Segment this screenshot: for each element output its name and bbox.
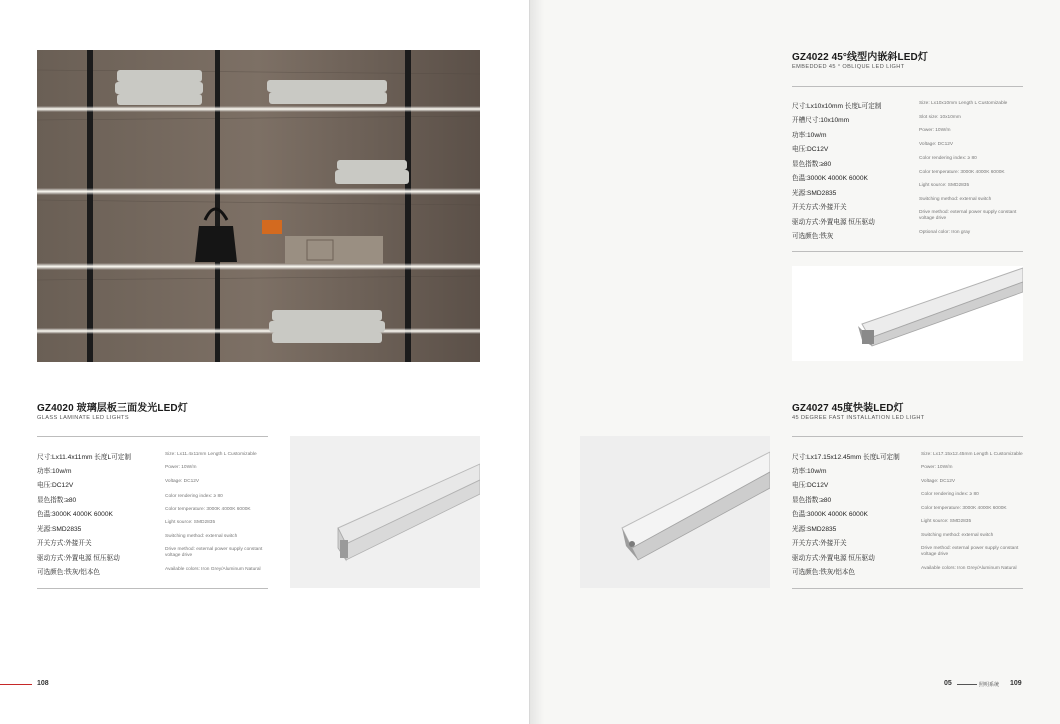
divider-bottom-right (792, 251, 1023, 252)
spec-cct: 色温:3000K 4000K 6000K (37, 511, 113, 518)
spine-shadow (530, 0, 544, 724)
spec-drive-en: Drive method: external power supply constant voltage drive (921, 546, 1019, 557)
profile-image-gz4022 (792, 266, 1023, 361)
spec-color: 可选颜色:铁灰 (792, 233, 834, 240)
spec-source: 光源:SMD2835 (792, 190, 837, 197)
product-title-top: GZ4022 45°线型内嵌斜LED灯 (792, 52, 928, 63)
spec-cct: 色温:3000K 4000K 6000K (792, 511, 868, 518)
wardrobe-photo (37, 50, 480, 362)
spec-source-en: Light source: SMD2835 (921, 519, 972, 524)
divider-top-right (792, 86, 1023, 87)
divider-top-right-bottom (792, 436, 1023, 437)
spec-voltage-en: Voltage: DC12V (921, 479, 956, 484)
spec-cct: 色温:3000K 4000K 6000K (792, 175, 868, 182)
spec-switch: 开关方式:外接开关 (792, 204, 847, 211)
spec-power-en: Power: 10W/m (919, 128, 951, 133)
spec-cri-en: Color rendering index: ≥ 80 (919, 156, 977, 161)
spec-voltage-en: Voltage: DC12V (919, 142, 954, 147)
section-number: 05 (944, 680, 952, 687)
spec-drive: 驱动方式:外置电源 恒压驱动 (792, 219, 875, 226)
spec-size-en: Size: Lx17.15x12.45mm Length L Customizable (921, 452, 1023, 457)
section-line (957, 684, 977, 685)
spec-switch: 开关方式:外接开关 (37, 540, 92, 547)
spec-color-en: Optional color: Iron gray (919, 230, 971, 235)
spec-source: 光源:SMD2835 (792, 526, 837, 533)
page-number-left: 108 (37, 680, 49, 687)
spec-power-en: Power: 10W/m (165, 465, 197, 470)
product-subtitle-bottom: 45 DEGREE FAST INSTALLATION LED LIGHT (792, 415, 925, 421)
spec-size: 尺寸:Lx17.15x12.45mm 长度L可定制 (792, 454, 900, 461)
spec-voltage: 电压:DC12V (792, 146, 829, 153)
spec-cri-en: Color rendering index: ≥ 80 (921, 492, 979, 497)
divider-bottom (37, 588, 268, 589)
spec-color: 可选颜色:铁灰/铝本色 (37, 569, 101, 576)
section-name: 照明系统 (979, 682, 1000, 688)
spec-cct-en: Color temperature: 3000K 4000K 6000K (165, 507, 251, 512)
product-title-bottom: GZ4027 45度快装LED灯 (792, 403, 904, 414)
page-number-right: 109 (1010, 680, 1022, 687)
spec-size: 尺寸:Lx10x10mm 长度L可定制 (792, 103, 882, 110)
spec-power: 功率:10w/m (792, 468, 827, 475)
spec-color: 可选颜色:铁灰/铝本色 (792, 569, 856, 576)
divider-top (37, 436, 268, 437)
spec-color-en: Available colors: Iron Grey/Aluminum Natural (921, 566, 1017, 571)
profile-image-gz4020 (290, 436, 480, 588)
spec-color-en: Available colors: Iron Grey/Aluminum Natural (165, 567, 261, 572)
spec-cri: 显色指数:≥80 (37, 497, 77, 504)
product-subtitle-top: EMBEDDED 45 ° OBLIQUE LED LIGHT (792, 64, 905, 70)
spec-source-en: Light source: SMD2835 (919, 183, 970, 188)
spec-size-en: Size: Lx10x10mm Length L Customizable (919, 101, 1008, 106)
spec-slot-en: Slot size: 10x10mm (919, 115, 961, 120)
spec-voltage: 电压:DC12V (37, 482, 74, 489)
spec-cct-en: Color temperature: 3000K 4000K 6000K (919, 170, 1005, 175)
product-title: GZ4020 玻璃层板三面发光LED灯 (37, 403, 188, 414)
spec-cct-en: Color temperature: 3000K 4000K 6000K (921, 506, 1007, 511)
spec-switch-en: Switching method: external switch (921, 533, 994, 538)
profile-image-gz4027 (580, 436, 770, 588)
spec-switch-en: Switching method: external switch (165, 534, 238, 539)
spec-voltage: 电压:DC12V (792, 482, 829, 489)
spec-slot: 开槽尺寸:10x10mm (792, 117, 850, 124)
spec-drive-en: Drive method: external power supply constant voltage drive (919, 210, 1017, 221)
divider-bottom-right-bottom (792, 588, 1023, 589)
spec-power-en: Power: 10W/m (921, 465, 953, 470)
spec-cri: 显色指数:≥80 (792, 161, 832, 168)
product-subtitle: GLASS LAMINATE LED LIGHTS (37, 415, 129, 421)
spec-source-en: Light source: SMD2835 (165, 520, 216, 525)
spec-switch: 开关方式:外接开关 (792, 540, 847, 547)
spec-source: 光源:SMD2835 (37, 526, 82, 533)
spec-cri: 显色指数:≥80 (792, 497, 832, 504)
spec-power: 功率:10w/m (792, 132, 827, 139)
spec-drive-en: Drive method: external power supply constant voltage drive (165, 547, 263, 558)
spec-cri-en: Color rendering index: ≥ 80 (165, 494, 223, 499)
spec-power: 功率:10w/m (37, 468, 72, 475)
page-accent-line (0, 684, 32, 685)
spec-switch-en: Switching method: external switch (919, 197, 992, 202)
spec-voltage-en: Voltage: DC12V (165, 479, 200, 484)
spec-size: 尺寸:Lx11.4x11mm 长度L可定制 (37, 454, 131, 461)
spec-drive: 驱动方式:外置电源 恒压驱动 (37, 555, 120, 562)
spec-drive: 驱动方式:外置电源 恒压驱动 (792, 555, 875, 562)
spec-size-en: Size: Lx11.4x11mm Length L Customizable (165, 452, 257, 457)
